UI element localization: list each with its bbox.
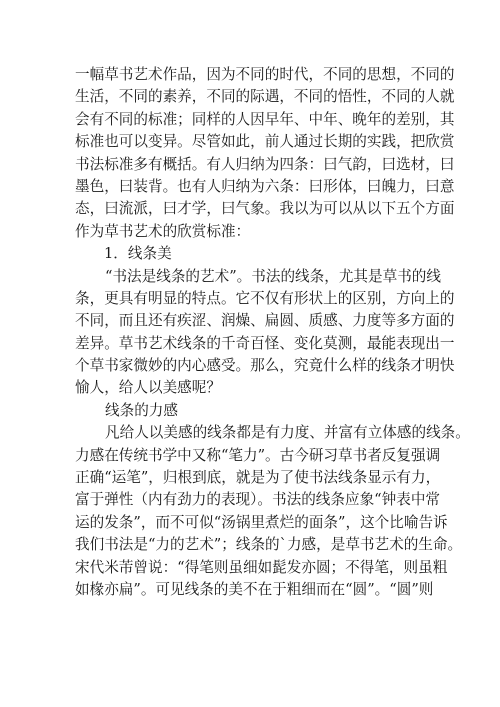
- text-line: 会有不同的标准；同样的人因早年、中年、晚年的差别，其: [75, 110, 455, 128]
- text-line: 生活，不同的素养，不同的际遇，不同的悟性，不同的人就: [75, 88, 455, 106]
- text-line: 不同，而且还有疾涩、润燥、扁圆、质感、力度等多方面的: [75, 312, 455, 330]
- paragraph-line-force: [75, 422, 470, 601]
- text-line: 我们书法是“力的艺术”；线条的`力感，是草书艺术的生命。: [75, 536, 463, 554]
- text-line: 宋代米芾曾说：“得笔则虽细如髭发亦圆；不得笔，则虽粗: [75, 558, 448, 576]
- text-line: 差异。草书艺术线条的千奇百怪、变化莫测，最能表现出一: [75, 334, 455, 352]
- text-line: “书法是线条的艺术”。书法的线条，尤其是草书的线: [105, 267, 441, 285]
- text-line: 书法标准多有概括。有人归纳为四条：曰气韵，曰选材，曰: [75, 155, 455, 173]
- text-line: 墨色，曰装背。也有人归纳为六条：曰形体，曰魄力，曰意: [75, 177, 455, 195]
- text-line: 力感在传统书学中又称“笔力”。古今研习草书者反复强调: [75, 446, 441, 464]
- text-line: 标准也可以变异。尽管如此，前人通过长期的实践，把欣赏: [75, 133, 455, 151]
- section-heading: 1．线条美: [104, 245, 172, 263]
- text-line: 作为草书艺术的欣赏标准：: [75, 222, 251, 240]
- text-line: 个草书家微妙的内心感受。那么，究竟什么样的线条才明快: [75, 357, 455, 375]
- paragraph-line-beauty: [75, 266, 455, 400]
- text-line: 凡给人以美感的线条都是有力度、并富有立体感的线条。: [105, 424, 470, 442]
- text-line: 运的发条”，而不可似“汤锅里煮烂的面条”，这个比喻告诉: [75, 513, 448, 531]
- document-page: [75, 64, 470, 601]
- text-line: 正确“运笔”，归根到底，就是为了使书法线条显示有力，: [75, 469, 441, 487]
- text-line: 态，曰流派，曰才学，曰气象。我以为可以从以下五个方面: [75, 200, 455, 218]
- text-line: 一幅草书艺术作品，因为不同的时代，不同的思想，不同的: [75, 66, 455, 83]
- text-line: 富于弹性（内有劲力的表现）。书法的线条应象“钟表中常: [75, 491, 441, 509]
- text-line: 条，更具有明显的特点。它不仅有形状上的区别，方向上的: [75, 289, 455, 307]
- text-line: 愉人，给人以美感呢？: [75, 379, 221, 397]
- paragraph-evaluation-standards: [75, 64, 455, 243]
- subheading: 线条的力感: [105, 401, 178, 419]
- text-line: 如椽亦扁”。可见线条的美不在于粗细而在“圆”。“圆”则: [75, 580, 434, 598]
